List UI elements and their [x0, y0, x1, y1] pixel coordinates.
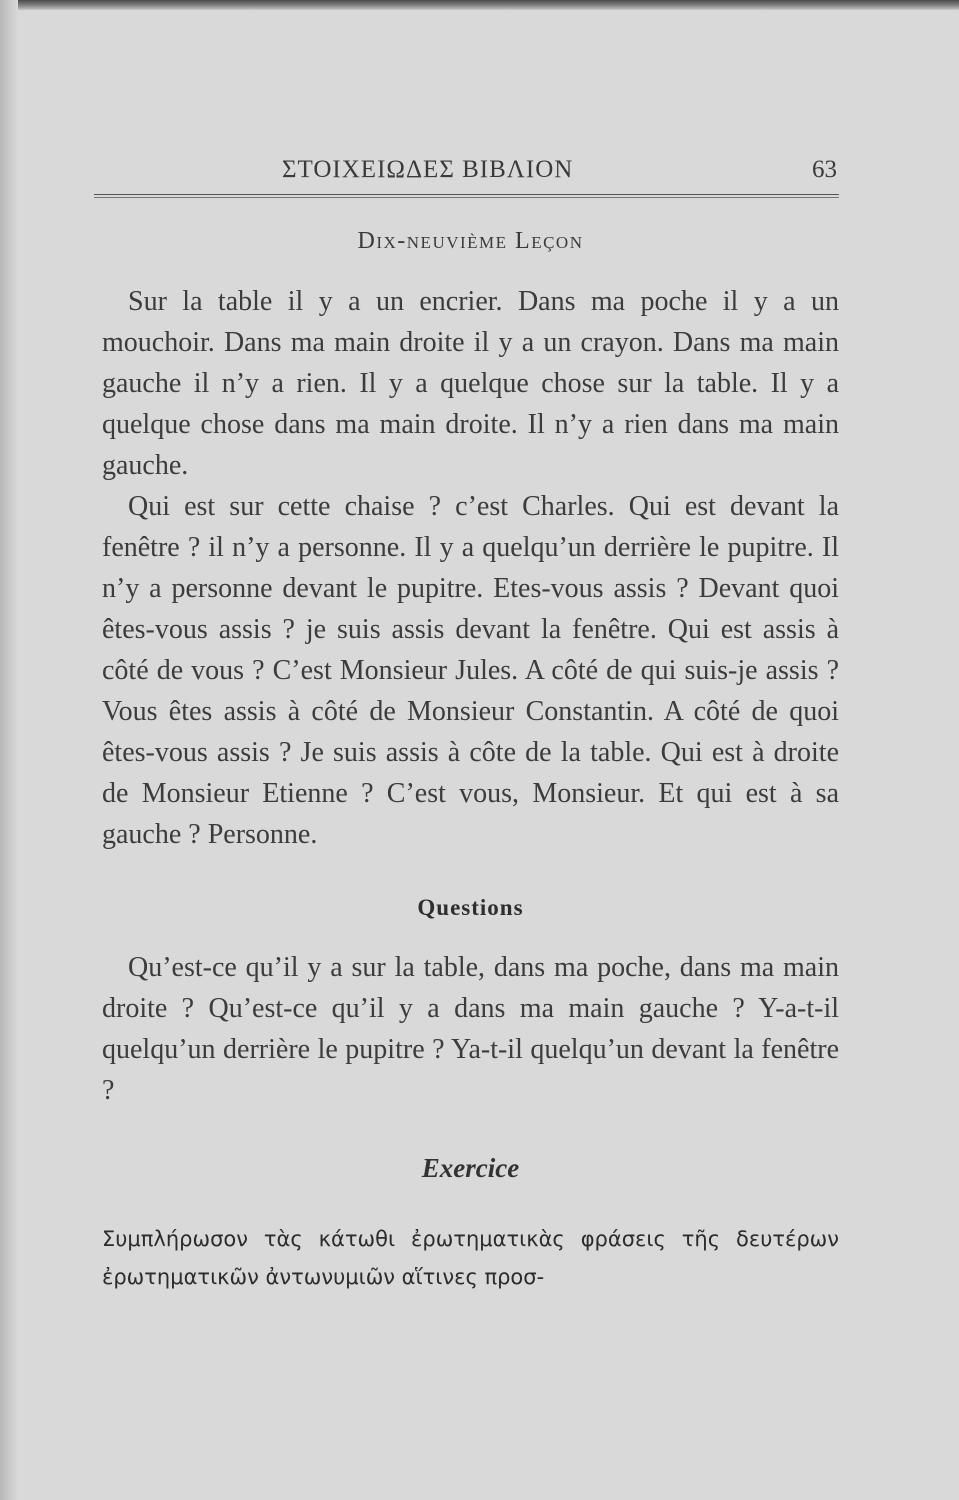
questions-paragraph: Qu’est-ce qu’il y a sur la table, dans ma poche, dans ma main droite ? Qu’est-ce qu’il y a dans ma main gauche ? Y-a-t-il quelqu’un derrière le pupitre ? Ya-t-il quelqu’un devant la fenêtre ? — [102, 952, 839, 1106]
lesson-paragraph-1: Sur la table il y a un encrier. Dans ma poche il y a un mouchoir. Dans ma main droite il y a un crayon. Dans ma main gauche il n’y a rien. Il y a quelque chose sur la table. Il y a quelque chose dans ma main droite. Il n’y a rien dans ma main gauche. — [102, 286, 839, 481]
exercise-heading: Exercice — [421, 1153, 520, 1183]
running-header — [102, 150, 839, 190]
lesson-title: Dix-neuvième Leçon — [357, 228, 584, 254]
book-page — [102, 150, 839, 1296]
exercise-instructions: Συμπλήρωσον τὰς κάτωθι ἐρωτηματικὰς φράσεις τῆς δευτέρων ἐρωτηματικῶν ἀντωνυμιῶν αἵτινες προσ- — [102, 1227, 839, 1289]
scan-left-shadow — [0, 0, 18, 1500]
scan-top-edge — [0, 0, 959, 10]
header-rule — [94, 194, 839, 198]
questions-heading: Questions — [417, 895, 524, 920]
page-number: 63 — [812, 156, 837, 183]
lesson-paragraph-2: Qui est sur cette chaise ? c’est Charles. Qui est devant la fenêtre ? il n’y a personne. Il y a quelqu’un derrière le pupitre. Il n’y a personne devant le pupitre. Etes-vous assis ? Devant quoi êtes-vous assis ? je suis assis devant la fenêtre. Qui est assis à côté de vous ? C’est Monsieur Jules. A côté de qui suis-je assis ? Vous êtes assis à côté de Monsieur Constantin. A côté de quoi êtes-vous assis ? Je suis assis à côte de la table. Qui est à droite de Monsieur Etienne ? C’est vous, Monsieur. Et qui est à sa gauche ? Personne. — [102, 491, 839, 850]
running-header-title: ΣΤΟΙΧΕΙΩΔΕΣ ΒΙΒΛΙΟΝ — [282, 156, 574, 183]
